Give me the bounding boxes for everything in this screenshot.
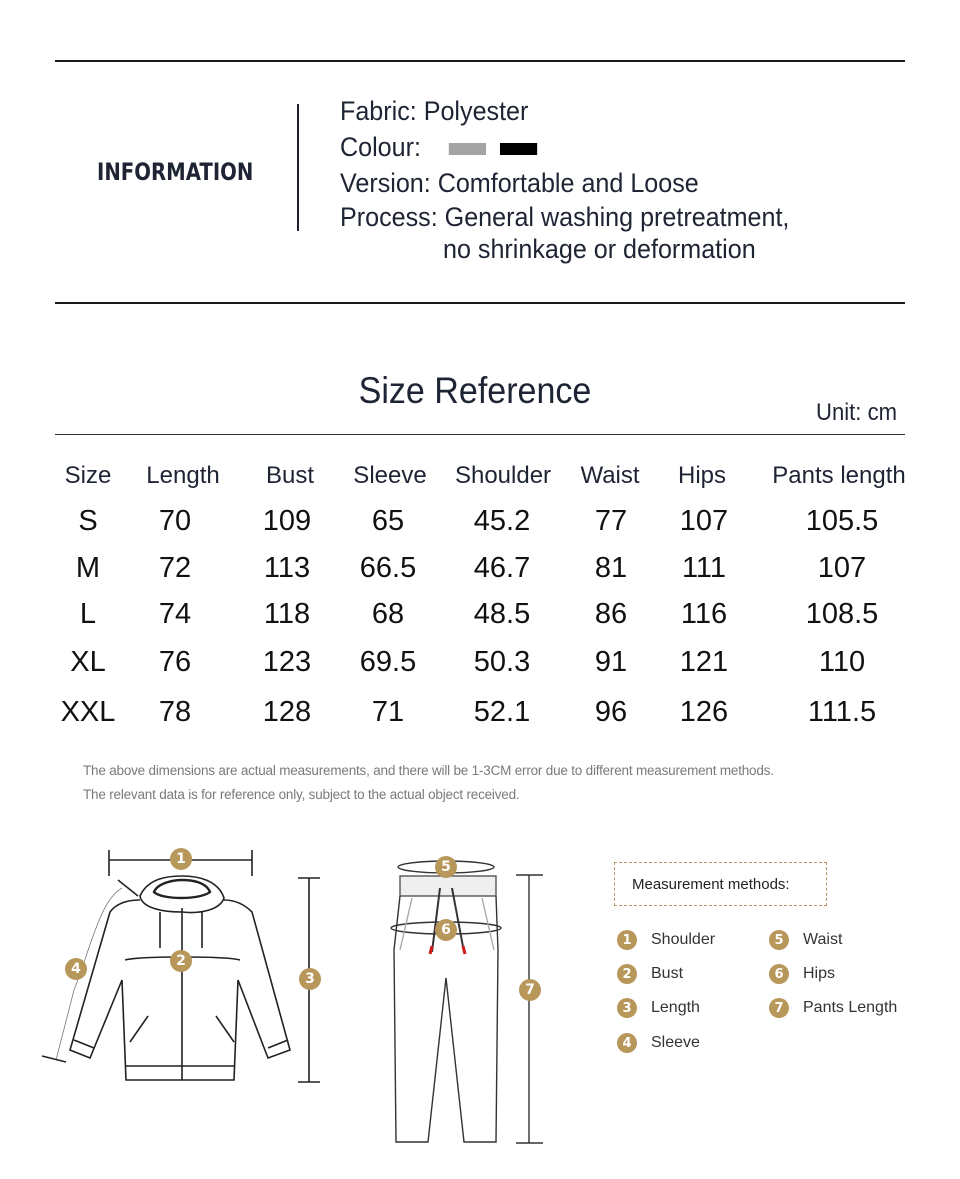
- colour-swatch-grey: [448, 143, 485, 155]
- number-badge: 2: [617, 964, 637, 984]
- top-divider: [55, 60, 905, 62]
- col-header-sleeve: Sleeve: [353, 462, 427, 489]
- colour-label: Colour:: [340, 132, 421, 162]
- cell-waist: 86: [594, 598, 628, 630]
- cell-pants-length: 105.5: [805, 505, 879, 537]
- badge-pants-length: 7: [519, 979, 541, 1001]
- cell-pants-length: 108.5: [805, 598, 879, 630]
- version-text: Version: Comfortable and Loose: [340, 168, 699, 198]
- col-header-pants-length: Pants length: [772, 462, 906, 489]
- legend-label: Pants Length: [803, 999, 898, 1016]
- col-header-length: Length: [146, 462, 220, 489]
- cell-hips: 121: [679, 646, 729, 678]
- legend-item-length: [617, 998, 700, 1018]
- cell-waist: 77: [594, 505, 628, 537]
- cell-size: L: [79, 598, 97, 630]
- col-header-hips: Hips: [677, 462, 727, 489]
- size-reference-title: Size Reference: [358, 370, 592, 411]
- legend-item-hips: [769, 964, 835, 984]
- colour-swatch-black: [500, 143, 537, 155]
- badge-bust: 2: [170, 950, 192, 972]
- legend-label: Waist: [803, 931, 843, 948]
- cell-length: 70: [158, 505, 192, 537]
- cell-shoulder: 50.3: [473, 646, 531, 678]
- legend-label: Bust: [651, 965, 684, 982]
- legend-item-sleeve: [617, 1033, 700, 1053]
- cell-length: 76: [158, 646, 192, 678]
- cell-sleeve: 65: [371, 505, 405, 537]
- cell-length: 72: [158, 552, 192, 584]
- cell-shoulder: 48.5: [473, 598, 531, 630]
- legend-label: Hips: [803, 965, 836, 982]
- unit-label: Unit: cm: [816, 399, 897, 426]
- badge-waist: 5: [435, 856, 457, 878]
- colour-row: [340, 132, 537, 163]
- number-badge: 4: [617, 1033, 637, 1053]
- table-row: [0, 552, 960, 592]
- cell-shoulder: 46.7: [473, 552, 531, 584]
- cell-size: XXL: [60, 696, 116, 728]
- col-header-size: Size: [64, 462, 112, 489]
- cell-waist: 81: [594, 552, 628, 584]
- table-row: [0, 598, 960, 638]
- cell-shoulder: 45.2: [473, 505, 531, 537]
- cell-length: 78: [158, 696, 192, 728]
- cell-sleeve: 66.5: [359, 552, 417, 584]
- cell-bust: 109: [262, 505, 312, 537]
- legend-label: Sleeve: [651, 1034, 700, 1051]
- legend-item-waist: [769, 930, 842, 950]
- cell-waist: 96: [594, 696, 628, 728]
- col-header-bust: Bust: [265, 462, 315, 489]
- cell-size: S: [78, 505, 98, 537]
- cell-bust: 113: [263, 552, 311, 584]
- legend-label: Shoulder: [651, 931, 716, 948]
- information-vertical-divider: [297, 104, 299, 231]
- number-badge: 1: [617, 930, 637, 950]
- cell-size: XL: [70, 646, 106, 678]
- badge-shoulder: 1: [170, 848, 192, 870]
- col-header-waist: Waist: [580, 462, 640, 489]
- table-top-divider: [55, 434, 905, 435]
- badge-sleeve: 4: [65, 958, 87, 980]
- cell-hips: 111: [681, 552, 727, 584]
- number-badge: 5: [769, 930, 789, 950]
- legend-label: Length: [651, 999, 700, 1016]
- number-badge: 7: [769, 998, 789, 1018]
- cell-pants-length: 111.5: [807, 696, 877, 728]
- table-row: [0, 505, 960, 545]
- number-badge: 3: [617, 998, 637, 1018]
- cell-bust: 123: [262, 646, 312, 678]
- legend-item-pants-length: [769, 998, 897, 1018]
- cell-sleeve: 71: [371, 696, 405, 728]
- process-text-line2: no shrinkage or deformation: [443, 234, 756, 264]
- cell-pants-length: 110: [818, 646, 866, 678]
- cell-hips: 126: [679, 696, 729, 728]
- cell-bust: 118: [263, 598, 311, 630]
- measurement-note-2: The relevant data is for reference only, subject to the actual object received.: [83, 787, 520, 802]
- cell-length: 74: [158, 598, 192, 630]
- table-row: [0, 646, 960, 686]
- badge-hips: 6: [435, 919, 457, 941]
- process-text-line1: Process: General washing pretreatment,: [340, 202, 790, 232]
- cell-sleeve: 68: [371, 598, 405, 630]
- cell-waist: 91: [594, 646, 628, 678]
- info-bottom-divider: [55, 302, 905, 304]
- cell-sleeve: 69.5: [359, 646, 417, 678]
- cell-hips: 107: [679, 505, 729, 537]
- fabric-text: Fabric: Polyester: [340, 96, 529, 126]
- measurement-methods-title: Measurement methods:: [614, 862, 827, 906]
- legend-item-shoulder: [617, 930, 715, 950]
- number-badge: 6: [769, 964, 789, 984]
- cell-pants-length: 107: [817, 552, 867, 584]
- information-heading: INFORMATION: [97, 158, 254, 186]
- col-header-shoulder: Shoulder: [454, 462, 552, 489]
- table-header-row: [0, 462, 960, 502]
- table-row: [0, 696, 960, 736]
- measurement-note-1: The above dimensions are actual measurements, and there will be 1-3CM error due to different measurement methods.: [83, 763, 774, 778]
- cell-bust: 128: [262, 696, 312, 728]
- badge-length: 3: [299, 968, 321, 990]
- cell-size: M: [75, 552, 101, 584]
- pants-diagram: [370, 850, 570, 1150]
- legend-item-bust: [617, 964, 683, 984]
- cell-hips: 116: [680, 598, 728, 630]
- cell-shoulder: 52.1: [473, 696, 531, 728]
